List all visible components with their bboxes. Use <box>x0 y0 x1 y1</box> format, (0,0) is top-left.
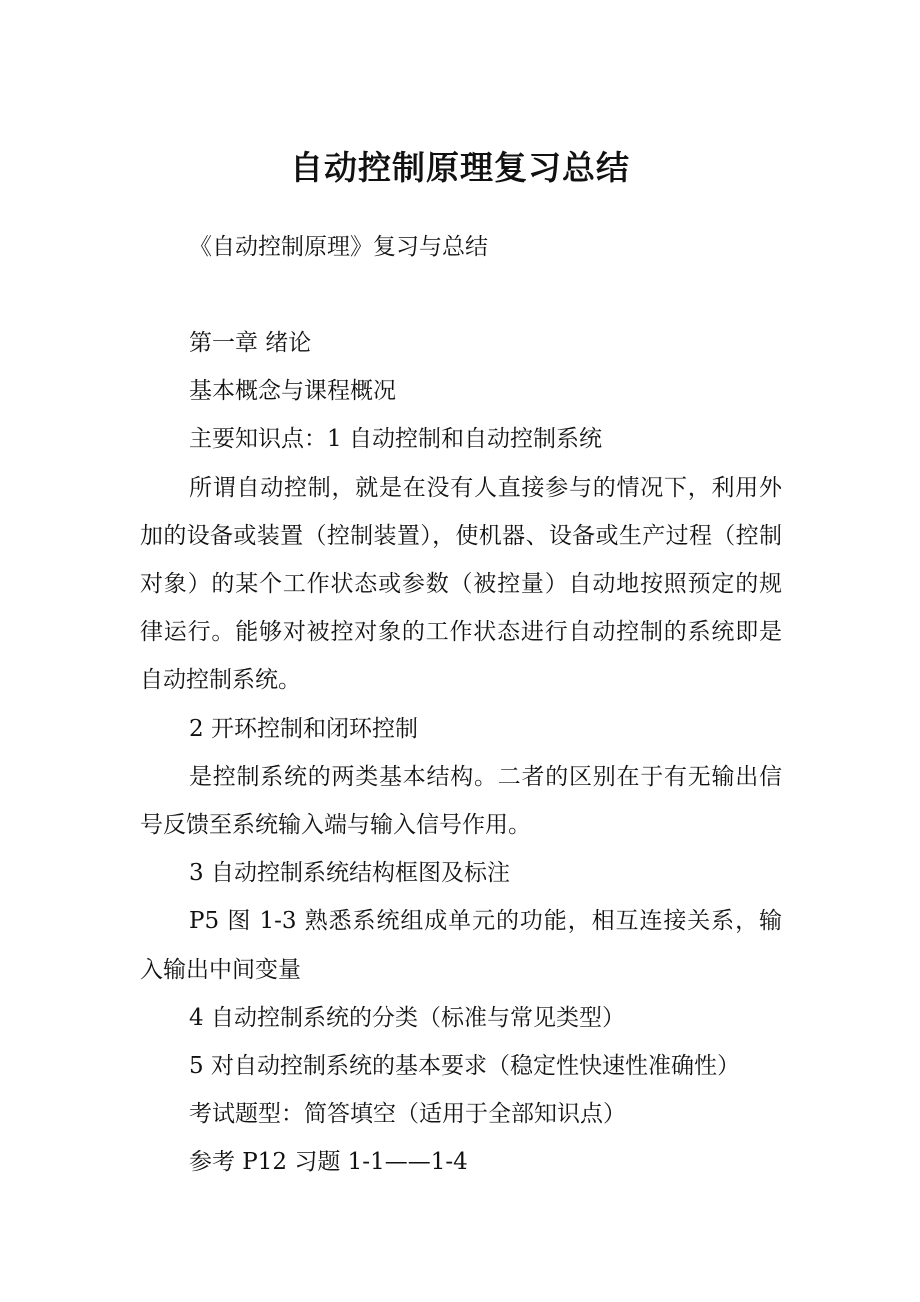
knowledge-point-3: 3 自动控制系统结构框图及标注 <box>189 860 510 887</box>
paragraph-block-diagram: P5 图 1-3 熟悉系统组成单元的功能，相互连接关系，输入输出中间变量 <box>140 908 782 983</box>
knowledge-point-5: 5 对自动控制系统的基本要求（稳定性快速性准确性） <box>189 1053 740 1080</box>
knowledge-point-1: 主要知识点：1 自动控制和自动控制系统 <box>189 426 602 453</box>
document-body <box>140 319 782 1187</box>
paragraph-definition: 所谓自动控制，就是在没有人直接参与的情况下，利用外加的设备或装置（控制装置），使机器、设备或生产过程（控制对象）的某个工作状态或参数（被控量）自动地按照预定的规律运行。能够对被控对象的工作状态进行自动控制的系统即是自动控制系统。 <box>140 474 782 694</box>
document-subtitle: 《自动控制原理》复习与总结 <box>189 234 488 260</box>
knowledge-point-4: 4 自动控制系统的分类（标准与常见类型） <box>189 1004 625 1031</box>
paragraph-structure: 是控制系统的两类基本结构。二者的区别在于有无输出信号反馈至系统输入端与输入信号作用。 <box>140 763 782 839</box>
knowledge-point-2: 2 开环控制和闭环控制 <box>189 715 418 742</box>
section-heading: 基本概念与课程概况 <box>189 378 396 405</box>
reference-exercises: 参考 P12 习题 1-1——1-4 <box>189 1149 468 1176</box>
document-title: 自动控制原理复习总结 <box>290 148 630 187</box>
chapter-heading: 第一章 绪论 <box>189 330 312 356</box>
exam-question-types: 考试题型：简答填空（适用于全部知识点） <box>189 1101 626 1128</box>
